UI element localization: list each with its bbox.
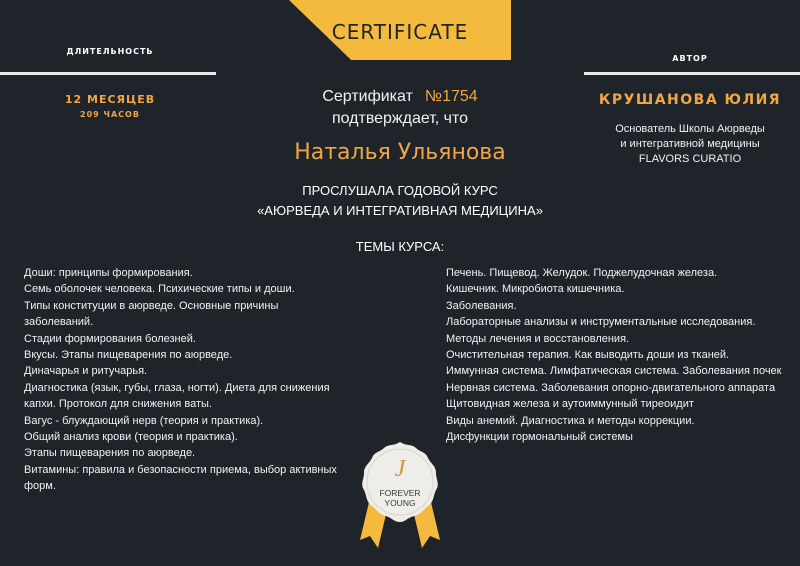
recipient-name: Наталья Ульянова xyxy=(294,140,506,165)
topic-item: Диначарья и ритучарья. xyxy=(24,365,148,378)
topic-item: Иммунная система. Лимфатическая система. Заболевания почек xyxy=(446,365,782,378)
certificate-number-line xyxy=(300,88,500,106)
topic-item: Вагус - блуждающий нерв (теория и практика). xyxy=(24,414,264,427)
topic-item: Диагностика (язык, губы, глаза, ногти). Диета для снижения капхи. Протокол для снижения ваты. xyxy=(24,381,330,411)
topic-item: Семь оболочек человека. Психические типы и доши. xyxy=(24,283,295,296)
left-divider xyxy=(0,72,216,75)
topic-item: Вкусы. Этапы пищеварения по аюрведе. xyxy=(24,349,233,362)
topic-item: Стадии формирования болезней. xyxy=(24,332,196,345)
topic-item: Печень. Пищевод. Желудок. Поджелудочная железа. xyxy=(446,267,718,279)
topics-heading: ТЕМЫ КУРСА: xyxy=(355,239,445,254)
topic-item: Заболевания. xyxy=(446,299,517,312)
topic-item: Типы конституции в аюрведе. Основные причины заболеваний. xyxy=(24,299,279,329)
topic-item: Общий анализ крови (теория и практика). xyxy=(24,431,238,444)
topic-item: Виды анемий. Диагностика и методы коррекции. xyxy=(446,414,695,427)
author-desc-line: и интегративной медицины xyxy=(620,138,760,150)
seal-text-line-1: FOREVER xyxy=(379,488,421,498)
topics-left-column xyxy=(24,265,342,495)
topic-item: Очистительная терапия. Как выводить доши из тканей. xyxy=(446,349,730,362)
topic-item: Нервная система. Заболевания опорно-двигательного аппарата xyxy=(446,381,776,394)
duration-months: 12 МЕСЯЦЕВ xyxy=(64,93,156,106)
topic-item: Витамины: правила и безопасности приема, выбор активных форм. xyxy=(24,463,337,493)
topic-item: Кишечник. Микробиота кишечника. xyxy=(446,283,625,296)
certificate-prefix: Сертификат xyxy=(322,88,413,105)
author-desc-line: FLAVORS CURATIO xyxy=(638,153,742,165)
certificate-number: №1754 xyxy=(424,88,478,105)
certificate-title: CERTIFICATE xyxy=(331,20,469,44)
topic-item: Дисфункции гормональный системы xyxy=(446,431,633,444)
seal-text-line-2: YOUNG xyxy=(384,498,416,508)
course-line-1: ПРОСЛУШАЛА ГОДОВОЙ КУРС xyxy=(302,183,498,198)
duration-hours: 209 ЧАСОВ xyxy=(80,110,140,119)
duration-label: ДЛИТЕЛЬНОСТЬ xyxy=(66,47,154,56)
confirms-text: подтверждает, что xyxy=(331,110,469,127)
seal-letter: J xyxy=(394,456,406,482)
topic-item: Этапы пищеварения по аюрведе. xyxy=(24,447,196,460)
forever-young-seal xyxy=(356,436,444,566)
course-line-2: «АЮРВЕДА И ИНТЕГРАТИВНАЯ МЕДИЦИНА» xyxy=(257,203,543,218)
topics-right-column xyxy=(446,265,791,445)
author-desc-line: Основатель Школы Аюрведы xyxy=(615,123,765,135)
right-divider xyxy=(584,72,800,75)
author-description xyxy=(590,122,790,167)
topic-item: Лабораторные анализы и инструментальные исследования. xyxy=(446,316,756,329)
author-name: КРУШАНОВА ЮЛИЯ xyxy=(598,92,782,108)
topic-item: Методы лечения и восстановления. xyxy=(446,332,630,345)
author-label: АВТОР xyxy=(672,54,708,63)
course-title xyxy=(160,181,640,221)
topic-item: Щитовидная железа и аутоиммунный тиреоидит xyxy=(446,398,694,411)
topic-item: Доши: принципы формирования. xyxy=(24,267,193,279)
